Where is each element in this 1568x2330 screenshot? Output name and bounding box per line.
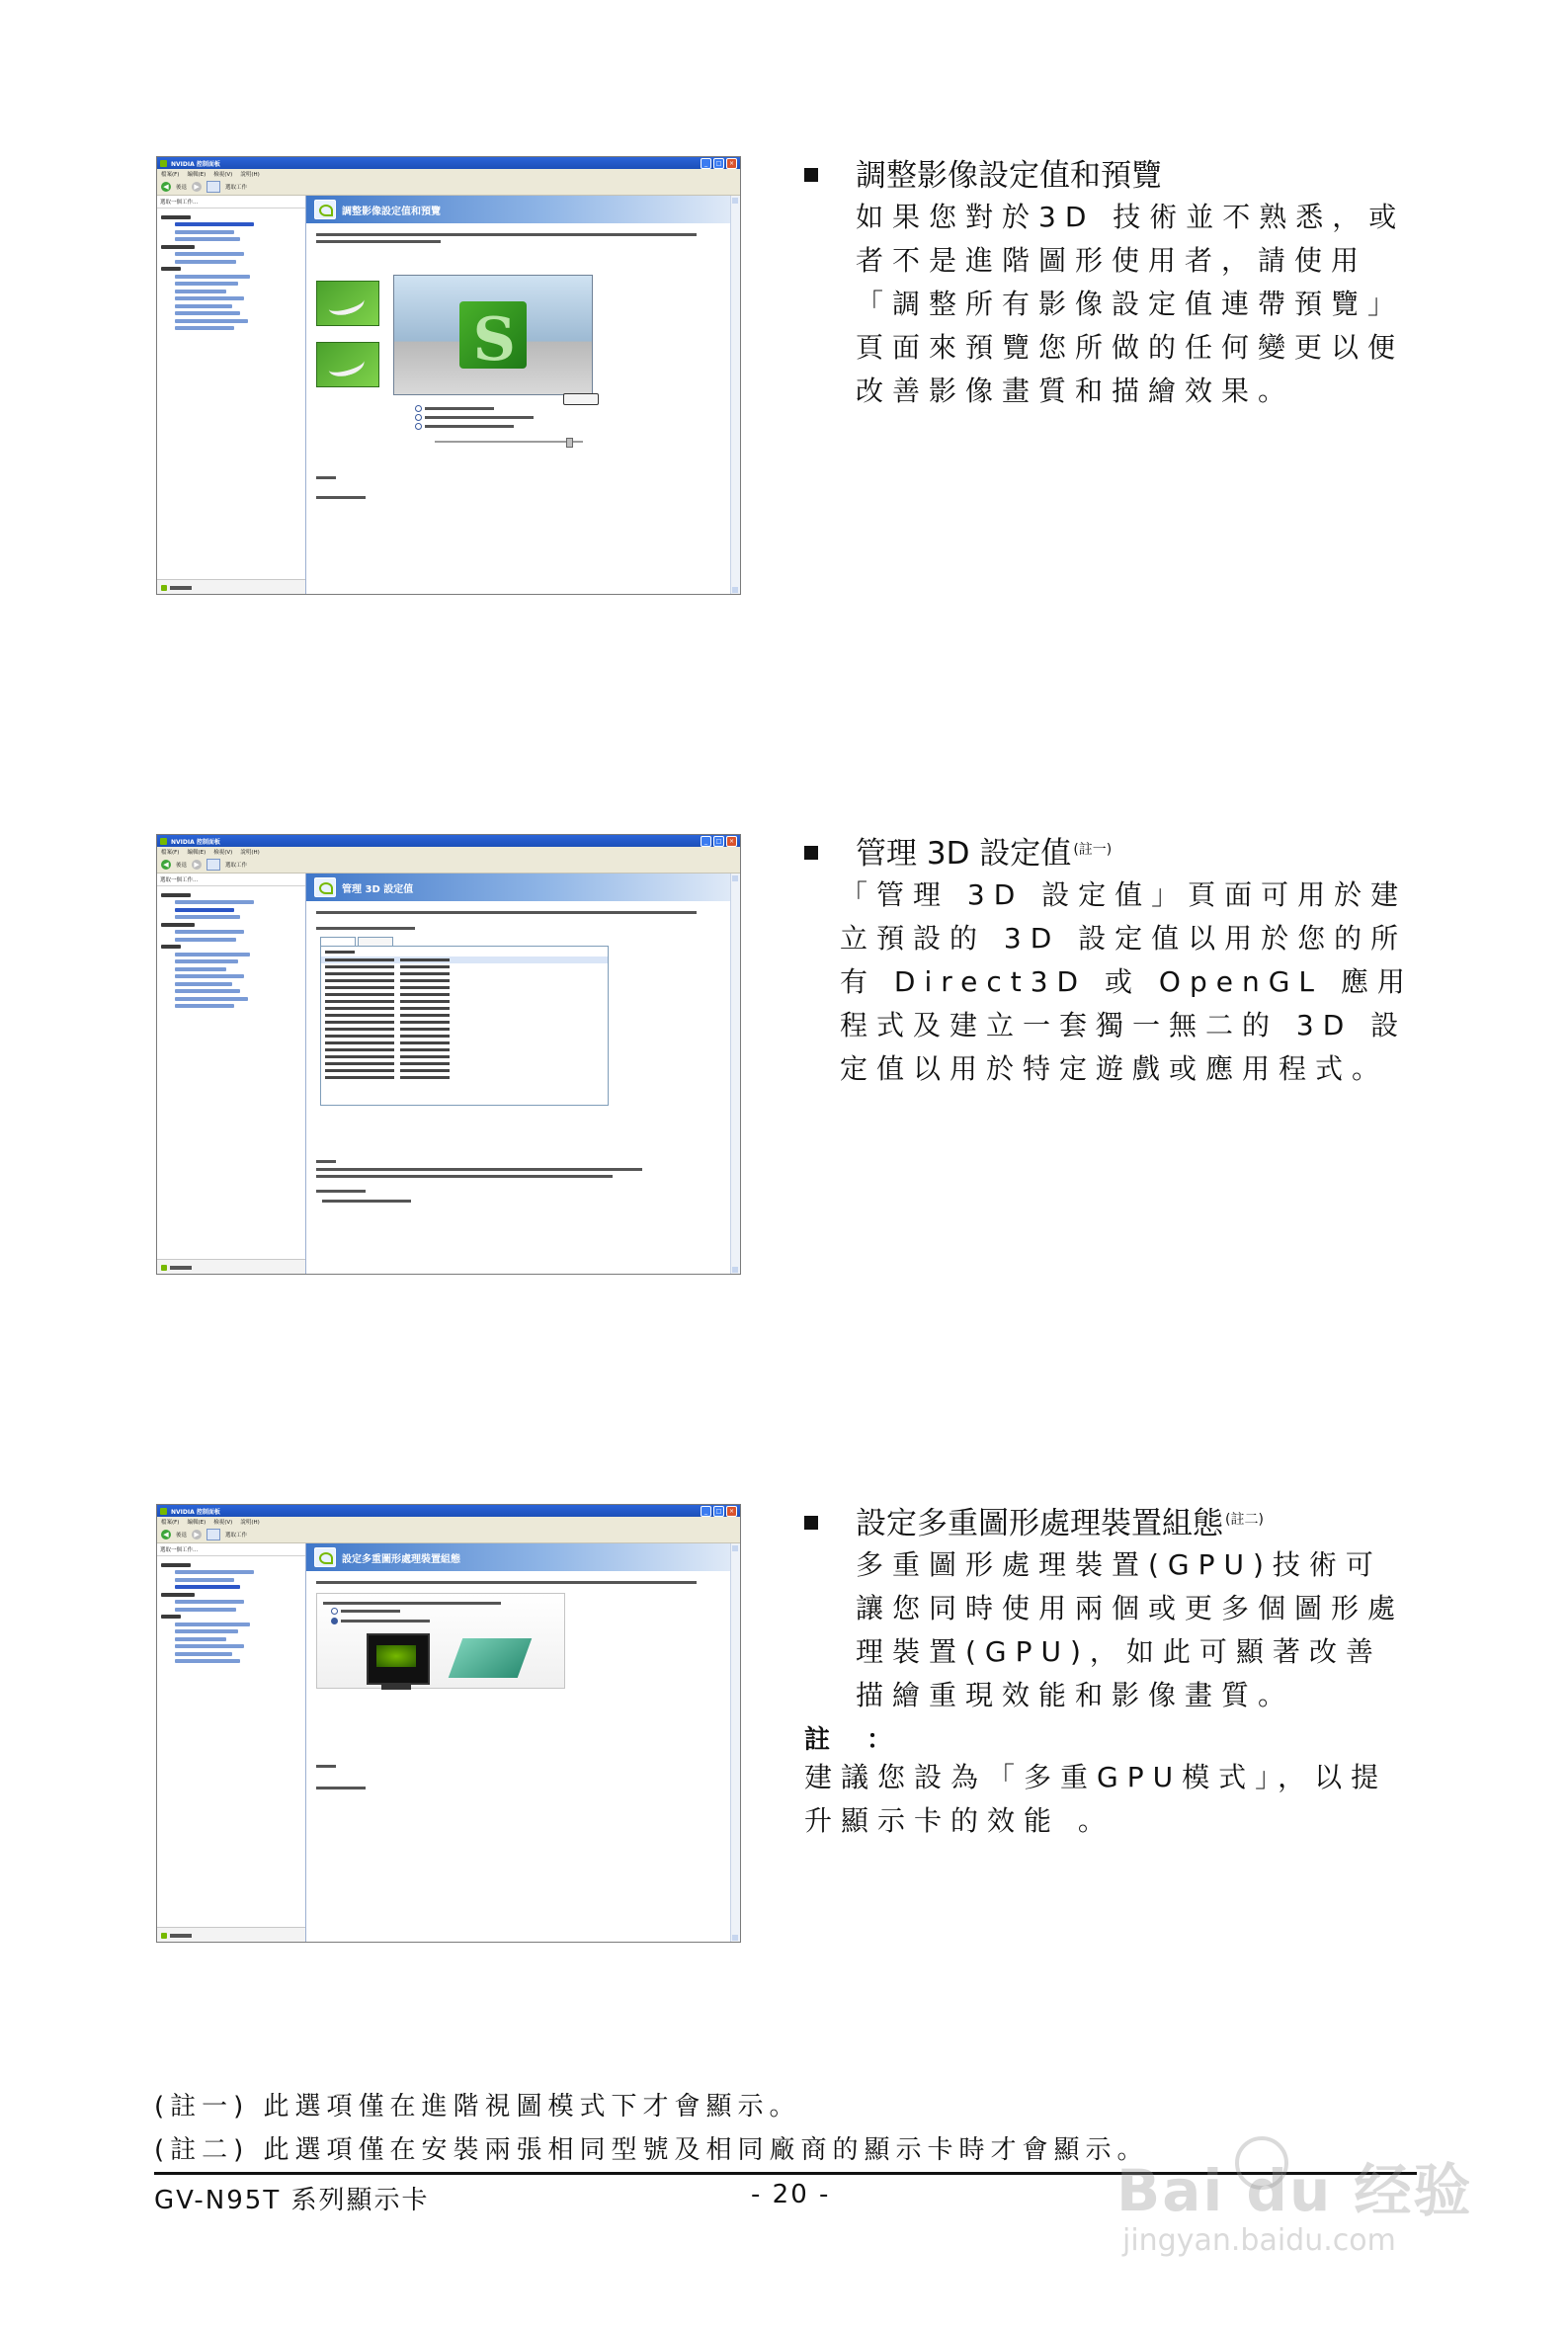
- close-icon[interactable]: ×: [726, 158, 737, 169]
- back-label[interactable]: 後退: [176, 863, 188, 869]
- watermark-logo: Bai du 经验: [1116, 2157, 1473, 2224]
- note-label: 註 ：: [804, 1725, 907, 1755]
- task-icon[interactable]: [206, 1529, 220, 1540]
- bullet-square-icon: [804, 168, 818, 182]
- section-body: 如果您對於3D 技術並不熟悉，或者不是進階圖形使用者，請使用「調整所有影像設定值連帶預覽」頁面來預覽您所做的任何變更以便改善影像畫質和描繪效果。: [856, 201, 1406, 407]
- bullet-block-3: [804, 1504, 1437, 1843]
- gpu-board-icon: [449, 1638, 533, 1678]
- scrollbar[interactable]: [730, 1543, 740, 1943]
- scrollbar[interactable]: [730, 874, 740, 1275]
- note-text: 建議您設為「多重GPU模式」，以提升顯示卡的效能 。: [804, 1761, 1388, 1837]
- bullet-block-1: [804, 156, 1437, 413]
- scrollbar[interactable]: [730, 196, 740, 595]
- bullet-square-icon: [804, 846, 818, 860]
- page-header: [306, 1543, 740, 1571]
- bullet-block-2: [804, 834, 1437, 1091]
- watermark-url: jingyan.baidu.com: [1122, 2223, 1396, 2258]
- content-pane: [306, 874, 740, 1275]
- tab-program[interactable]: [358, 937, 393, 946]
- footnotes: [154, 2085, 1149, 2172]
- footnote-1: (註一) 此選項僅在進階視圖模式下才會顯示。: [154, 2092, 801, 2122]
- page-header-icon: [314, 877, 336, 897]
- task-icon[interactable]: [206, 181, 220, 193]
- nvidia-icon: [160, 838, 167, 845]
- menu-view[interactable]: 檢視(V): [213, 1520, 233, 1526]
- content-pane: [306, 196, 740, 595]
- content-pane: [306, 1543, 740, 1943]
- nav-header: 選取一個工作...: [157, 196, 305, 208]
- toolbar: [157, 179, 740, 196]
- task-icon[interactable]: [206, 859, 220, 871]
- screenshot-adjust-image: [156, 156, 741, 595]
- apply-button[interactable]: [563, 393, 599, 405]
- menubar: [157, 169, 740, 179]
- menu-file[interactable]: 檔案(F): [161, 850, 180, 856]
- page-header-icon: [314, 1547, 336, 1567]
- back-icon[interactable]: ◀: [161, 860, 171, 870]
- footnote-2: (註二) 此選項僅在安裝兩張相同型號及相同廠商的顯示卡時才會顯示。: [154, 2135, 1149, 2165]
- close-icon[interactable]: ×: [726, 836, 737, 847]
- nvidia-icon: [160, 160, 167, 167]
- page-header-title: 管理 3D 設定值: [342, 883, 414, 895]
- page-header-title: 設定多重圖形處理裝置組態: [342, 1553, 460, 1565]
- window-titlebar: [157, 1505, 740, 1517]
- window-title: NVIDIA 控制面板: [171, 160, 220, 168]
- forward-icon[interactable]: ▶: [192, 182, 202, 192]
- task-label[interactable]: 選取工作: [225, 863, 248, 869]
- monitor-icon: [367, 1633, 430, 1685]
- watermark: [1116, 2144, 1473, 2292]
- preview-thumb-1: [316, 281, 379, 326]
- minimize-icon[interactable]: _: [701, 1506, 711, 1517]
- menu-edit[interactable]: 編輯(E): [187, 1520, 206, 1526]
- minimize-icon[interactable]: _: [701, 836, 711, 847]
- nav-pane: [157, 874, 306, 1275]
- menubar: [157, 847, 740, 857]
- section-title: 設定多重圖形處理裝置組態 $^{(註二)}$: [804, 1504, 1437, 1543]
- footer-model: GV-N95T 系列顯示卡: [154, 2186, 430, 2215]
- menu-help[interactable]: 說明(H): [240, 850, 260, 856]
- bullet-square-icon: [804, 1516, 818, 1530]
- minimize-icon[interactable]: _: [701, 158, 711, 169]
- section-1: [156, 156, 1421, 601]
- menu-file[interactable]: 檔案(F): [161, 1520, 180, 1526]
- maximize-icon[interactable]: □: [713, 1506, 724, 1517]
- maximize-icon[interactable]: □: [713, 836, 724, 847]
- tab-global[interactable]: [320, 937, 356, 946]
- menu-help[interactable]: 說明(H): [240, 172, 260, 178]
- window-title: NVIDIA 控制面板: [171, 1508, 220, 1516]
- section-2: [156, 834, 1421, 1279]
- back-label[interactable]: 後退: [176, 1533, 188, 1539]
- menu-view[interactable]: 檢視(V): [213, 850, 233, 856]
- window-title: NVIDIA 控制面板: [171, 838, 220, 846]
- maximize-icon[interactable]: □: [713, 158, 724, 169]
- menu-file[interactable]: 檔案(F): [161, 172, 180, 178]
- multi-gpu-options: [316, 1593, 565, 1689]
- nav-pane: [157, 1543, 306, 1943]
- section-title: 調整影像設定值和預覽: [804, 156, 1437, 196]
- baidu-paw-icon: [1235, 2136, 1288, 2190]
- menu-edit[interactable]: 編輯(E): [187, 850, 206, 856]
- toolbar: [157, 857, 740, 874]
- task-label[interactable]: 選取工作: [225, 1533, 248, 1539]
- page-header-title: 調整影像設定值和預覽: [342, 206, 441, 217]
- forward-icon[interactable]: ▶: [192, 1530, 202, 1539]
- page-number: - 20 -: [751, 2180, 831, 2209]
- menu-help[interactable]: 說明(H): [240, 1520, 260, 1526]
- section-3: [156, 1504, 1421, 1949]
- menubar: [157, 1517, 740, 1527]
- window-titlebar: [157, 835, 740, 847]
- task-label[interactable]: 選取工作: [225, 185, 248, 191]
- preview-thumb-2: [316, 342, 379, 387]
- forward-icon[interactable]: ▶: [192, 860, 202, 870]
- page-header-icon: [314, 200, 336, 219]
- section-body: 「管理 3D 設定值」頁面可用於建立預設的 3D 設定值以用於您的所有 Direct3D 或 OpenGL 應用程式及建立一套獨一無二的 3D 設定值以用於特定遊戲或應用程式。: [840, 878, 1414, 1085]
- preview-scene: [393, 275, 593, 395]
- nav-header: 選取一個工作...: [157, 874, 305, 886]
- toolbar: [157, 1527, 740, 1543]
- section-title: 管理 3D 設定值 $^{(註一)}$: [804, 834, 1437, 874]
- window-titlebar: [157, 157, 740, 169]
- back-icon[interactable]: ◀: [161, 182, 171, 192]
- nav-header: 選取一個工作...: [157, 1543, 305, 1556]
- menu-edit[interactable]: 編輯(E): [187, 172, 206, 178]
- section-body: 多重圖形處理裝置(GPU)技術可讓您同時使用兩個或更多個圖形處理裝置(GPU)，如此可顯著改善描繪重現效能和影像畫質。: [856, 1548, 1405, 1711]
- menu-view[interactable]: 檢視(V): [213, 172, 233, 178]
- nvidia-icon: [160, 1508, 167, 1515]
- page-header: [306, 196, 740, 223]
- screenshot-manage-3d: [156, 834, 741, 1275]
- nav-pane: [157, 196, 306, 595]
- page-header: [306, 874, 740, 901]
- back-icon[interactable]: ◀: [161, 1530, 171, 1539]
- screenshot-multi-gpu: [156, 1504, 741, 1943]
- settings-table: [320, 946, 609, 1106]
- back-label[interactable]: 後退: [176, 185, 188, 191]
- close-icon[interactable]: ×: [726, 1506, 737, 1517]
